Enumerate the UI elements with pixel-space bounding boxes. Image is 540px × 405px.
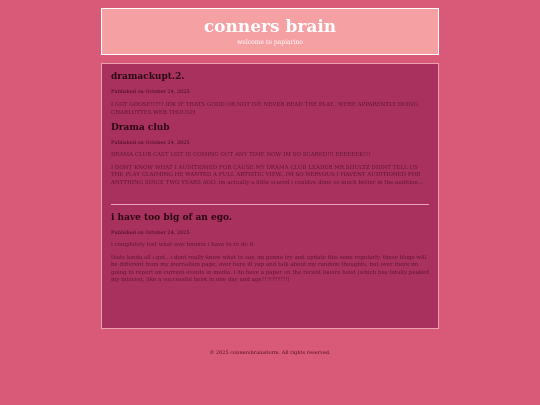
post-paragraph: DRAMA CLUB CAST LIST IS COMING OUT ANY TIME NOW IM SO SCARED!!! EEEEEEK!!!: [111, 152, 371, 158]
post-divider: [111, 204, 429, 205]
post-date: Published on October 24, 2025: [111, 89, 190, 95]
post-paragraph: thats kinda all i got.. i dont really know what to say. im gonna try and update this semi regularly. these blogs will be different from my journalism page, over here ill yap and talk about my random thoughts, but over there im going to report on current events in media. i do have a paper on the recent louvre heist (which has totally peaked my interest, like a successful heist in one day and age?!?!?!?!?!): [111, 254, 429, 283]
posts-container: [101, 63, 439, 329]
post-paragraph: I GOT GOOSE!!??? IDK IF THATS GOOD OR NOT IVE NEVER READ THE PLAY.. WERE APPARENTLY DOING CHARLOTTES WEB THOUGH: [111, 102, 419, 116]
post-title[interactable]: Drama club: [111, 123, 170, 133]
post-date: Published on October 24, 2025: [111, 230, 190, 236]
site-header: [101, 8, 439, 55]
post-paragraph: I DONT KNOW WHAT I AUDITIONED FOR CAUSE MY DRAMA CLUB LEADER MR.SHULTZ DIDNT TELL US THE PLAY CLAIMING HE WANTED A FULL ARTISTIC VIEW...IM SO NERVOUS I HAVENT AUDITIONED FOR ANYTHING SINCE TWO YEARS AGO. im actually a little scared i couldve done so much better in the audition...: [111, 164, 424, 186]
post-2: [111, 123, 429, 187]
post-1: [111, 72, 429, 117]
site-title: conners brain: [203, 17, 337, 37]
post-title[interactable]: i have too big of an ego.: [111, 213, 232, 223]
post-3: [111, 213, 429, 285]
post-title[interactable]: dramackupt.2.: [111, 72, 185, 82]
post-paragraph: i completely lost what was hmmm i have to re do it: [111, 242, 254, 248]
site-tagline: welcome to papiarino: [237, 39, 303, 46]
site-footer: © 2025 connersbrainstorm. All rights reserved.: [209, 350, 331, 356]
post-date: Published on October 24, 2025: [111, 140, 190, 146]
